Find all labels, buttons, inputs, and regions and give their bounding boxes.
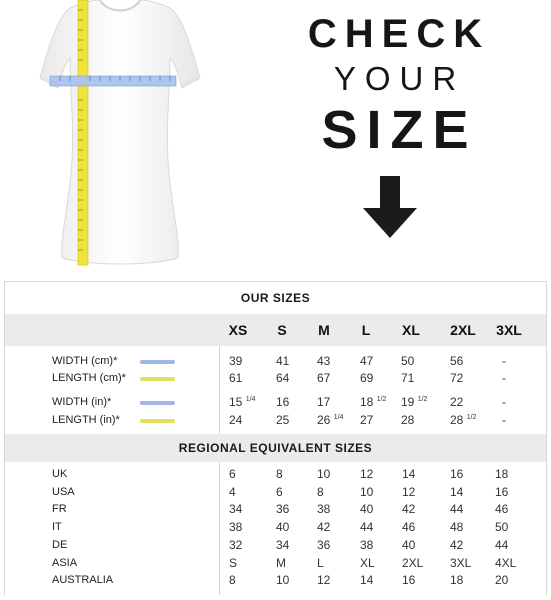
column-divider xyxy=(219,346,220,434)
region-cell: 8 xyxy=(276,467,283,481)
measurement-cell xyxy=(360,413,373,427)
measurement-row-label: LENGTH (in)* xyxy=(52,414,120,426)
measurement-cell xyxy=(502,413,506,427)
region-cell: 2XL xyxy=(402,555,424,570)
size-header: 3XL xyxy=(496,322,522,338)
headline-check: CHECK xyxy=(307,12,491,56)
region-cell: 4 xyxy=(229,484,236,499)
region-label: ASIA xyxy=(52,556,78,569)
region-cell: 32 xyxy=(229,537,243,552)
region-cell: 50 xyxy=(495,520,509,535)
measurement-cell xyxy=(401,413,414,427)
width-legend-bar xyxy=(140,360,175,364)
region-cell: 36 xyxy=(317,537,331,552)
cell-value: 19 xyxy=(401,395,415,409)
region-cell: 38 xyxy=(317,502,331,517)
arrow-down-icon xyxy=(363,176,417,238)
measurement-cell xyxy=(276,413,289,427)
measurement-row-label: LENGTH (cm)* xyxy=(52,372,126,384)
headline-size: SIZE xyxy=(321,100,478,160)
measurement-cell xyxy=(450,371,463,385)
size-header: XS xyxy=(228,322,248,338)
size-chart-card xyxy=(4,281,547,595)
region-cell: 14 xyxy=(360,573,374,588)
region-cell: 18 xyxy=(495,467,509,481)
cell-value: 72 xyxy=(450,371,464,385)
measurement-cell xyxy=(229,413,242,427)
cell-value: 47 xyxy=(360,354,374,368)
region-cell: 38 xyxy=(360,537,374,552)
region-cell: 34 xyxy=(229,502,243,517)
measurement-cell xyxy=(276,354,289,368)
cell-value: 26 xyxy=(317,413,331,427)
region-cell: 48 xyxy=(450,520,464,535)
region-cell: XL xyxy=(360,555,375,570)
region-cell: 4XL xyxy=(495,555,517,570)
region-cell: 40 xyxy=(402,537,416,552)
cell-fraction: 1/2 xyxy=(376,396,387,403)
cell-value: 43 xyxy=(317,354,331,368)
cell-value: 71 xyxy=(401,371,415,385)
region-cell: 44 xyxy=(495,537,509,552)
measurement-cell xyxy=(360,354,373,368)
headline-your: YOUR xyxy=(333,60,466,97)
cell-fraction: 1/4 xyxy=(333,414,344,421)
cell-value: 17 xyxy=(317,395,331,409)
region-cell: 40 xyxy=(360,502,374,517)
measurement-cell xyxy=(502,371,506,385)
cell-value: 24 xyxy=(229,413,243,427)
region-cell: 10 xyxy=(360,484,374,499)
region-cell: 42 xyxy=(317,520,331,535)
measurement-cell xyxy=(360,395,386,409)
region-cell: 14 xyxy=(450,484,464,499)
region-cell: 42 xyxy=(450,537,464,552)
region-cell: 46 xyxy=(495,502,509,517)
tshirt-illustration xyxy=(30,0,210,270)
region-cell: 20 xyxy=(495,573,509,588)
length-legend-bar xyxy=(140,377,175,381)
measurement-cell xyxy=(229,395,255,409)
region-cell: 42 xyxy=(402,502,416,517)
region-cell: 8 xyxy=(229,573,236,588)
cell-value: 64 xyxy=(276,371,290,385)
cell-fraction: 1/2 xyxy=(466,414,477,421)
region-label: UK xyxy=(52,468,68,480)
measurement-cell xyxy=(450,413,476,427)
region-label: AUSTRALIA xyxy=(52,574,114,587)
measurement-cell xyxy=(502,354,506,368)
region-cell: 14 xyxy=(402,467,416,481)
region-cell: 38 xyxy=(229,520,243,535)
measurement-cell xyxy=(502,395,506,409)
region-cell: 36 xyxy=(276,502,290,517)
region-cell: 40 xyxy=(276,520,290,535)
cell-value: 41 xyxy=(276,354,290,368)
region-label: FR xyxy=(52,503,67,516)
measurement-cell xyxy=(276,371,289,385)
cell-fraction: 1/4 xyxy=(245,396,256,403)
cell-value: 28 xyxy=(401,413,415,427)
check-your-size-headline xyxy=(280,12,510,160)
regional-title: REGIONAL EQUIVALENT SIZES xyxy=(178,441,373,455)
region-cell: 12 xyxy=(317,573,331,588)
cell-value: - xyxy=(502,413,506,427)
cell-value: - xyxy=(502,371,506,385)
cell-value: 67 xyxy=(317,371,331,385)
measurement-cell xyxy=(317,395,330,409)
region-cell: 18 xyxy=(450,573,464,588)
tshirt-measure-icon xyxy=(30,0,210,270)
region-cell: 46 xyxy=(402,520,416,535)
measurement-cell xyxy=(317,371,330,385)
region-cell: 6 xyxy=(276,484,283,499)
cell-value: 15 xyxy=(229,395,243,409)
measurement-cell xyxy=(317,413,343,427)
cell-value: 50 xyxy=(401,354,415,368)
region-cell: S xyxy=(229,555,238,570)
region-cell: 44 xyxy=(450,502,464,517)
cell-value: 22 xyxy=(450,395,464,409)
width-legend-bar xyxy=(140,401,175,405)
cell-value: 39 xyxy=(229,354,243,368)
cell-value: 25 xyxy=(276,413,290,427)
measurement-cell xyxy=(401,371,414,385)
size-header: M xyxy=(318,322,330,338)
size-header: XL xyxy=(402,322,420,338)
cell-value: - xyxy=(502,354,506,368)
size-header: 2XL xyxy=(450,322,476,338)
region-cell: M xyxy=(276,555,286,570)
cell-value: 56 xyxy=(450,354,464,368)
region-cell: 6 xyxy=(229,467,236,481)
cell-fraction: 1/2 xyxy=(417,396,428,403)
cell-value: - xyxy=(502,395,506,409)
measurement-cell xyxy=(450,354,463,368)
measurement-cell xyxy=(401,395,427,409)
region-label: DE xyxy=(52,538,68,551)
size-header: S xyxy=(277,322,287,338)
measurement-cell xyxy=(360,371,373,385)
measurement-cell xyxy=(276,395,289,409)
region-label: IT xyxy=(52,521,62,534)
cell-value: 69 xyxy=(360,371,374,385)
cell-value: 18 xyxy=(360,395,374,409)
measurement-cell xyxy=(229,371,242,385)
region-cell: 16 xyxy=(450,467,464,481)
region-cell: 10 xyxy=(317,467,331,481)
measurement-row-label: WIDTH (cm)* xyxy=(52,355,118,367)
length-legend-bar xyxy=(140,419,175,423)
region-cell: 10 xyxy=(276,573,290,588)
size-header: L xyxy=(361,322,371,338)
region-label: USA xyxy=(52,485,75,498)
our-sizes-title: OUR SIZES xyxy=(240,291,311,305)
column-divider xyxy=(219,462,220,595)
measurement-cell xyxy=(229,354,242,368)
region-cell: 16 xyxy=(402,573,416,588)
cell-value: 28 xyxy=(450,413,464,427)
cell-value: 16 xyxy=(276,395,290,409)
region-cell: 8 xyxy=(317,484,324,499)
region-cell: 44 xyxy=(360,520,374,535)
region-cell: 16 xyxy=(495,484,509,499)
region-cell: 12 xyxy=(402,484,416,499)
measurement-row-label: WIDTH (in)* xyxy=(52,396,112,408)
measurement-cell xyxy=(450,395,463,409)
measurement-cell xyxy=(317,354,330,368)
measurement-cell xyxy=(401,354,414,368)
region-cell: L xyxy=(317,555,324,570)
region-cell: 34 xyxy=(276,537,290,552)
cell-value: 61 xyxy=(229,371,243,385)
cell-value: 27 xyxy=(360,413,374,427)
region-cell: 3XL xyxy=(450,555,472,570)
region-cell: 12 xyxy=(360,467,374,481)
